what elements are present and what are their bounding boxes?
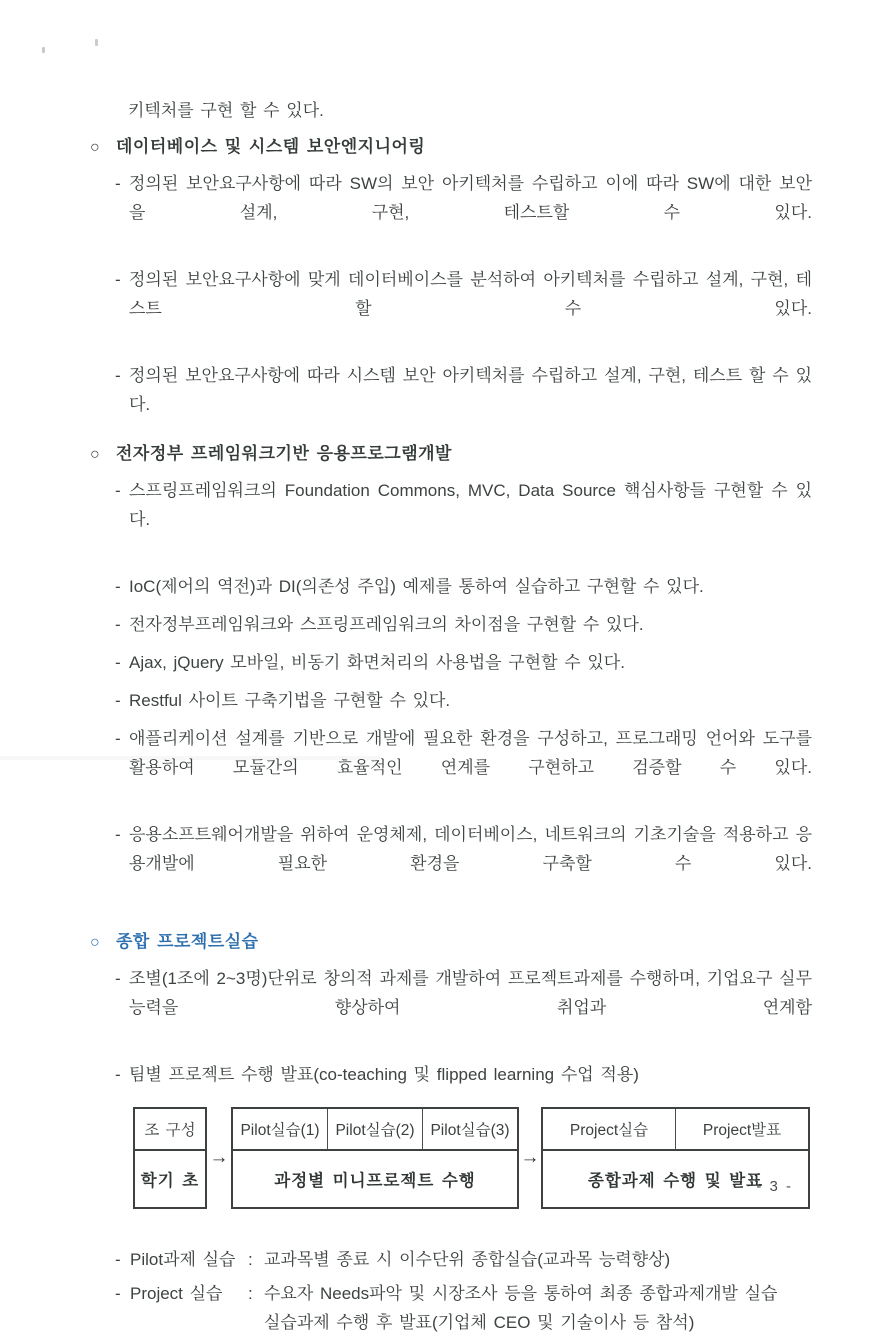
section-title: 전자정부 프레임워크기반 응용프로그램개발 xyxy=(116,444,452,463)
note-colon: : xyxy=(248,1250,253,1269)
diagram-stage-team-setup xyxy=(133,1107,207,1209)
note-body xyxy=(264,1245,812,1274)
bullet-dash: - xyxy=(115,825,121,844)
diagram-cell: Project발표 xyxy=(675,1109,808,1149)
bullet-list xyxy=(90,476,812,907)
section-heading xyxy=(90,439,812,469)
arrow-right-icon: → xyxy=(520,1147,540,1168)
diagram-cell-bold: 학기 초 xyxy=(140,1172,200,1190)
bullet-dash: - xyxy=(115,653,121,672)
bullet-dash: - xyxy=(115,691,121,710)
bullet-text: Ajax, jQuery 모바일, 비동기 화면처리의 사용법을 구현할 수 있다. xyxy=(129,653,625,672)
section-title: 종합 프로젝트실습 xyxy=(116,932,259,951)
note-label: Pilot과제 실습 xyxy=(130,1250,236,1269)
list-item xyxy=(115,265,812,352)
bullet-dash: - xyxy=(115,729,121,748)
bullet-list xyxy=(90,169,812,419)
diagram-cell-bold: 과정별 미니프로젝트 수행 xyxy=(274,1172,476,1190)
bullet-text: 애플리케이션 설계를 기반으로 개발에 필요한 환경을 구성하고, 프로그래밍 언어와 도구를 활용하여 모듈간의 효율적인 연계를 구현하고 검증할 수 있다. xyxy=(129,729,812,777)
section-database-security xyxy=(90,132,812,419)
section-circle-marker: ○ xyxy=(90,934,101,951)
bullet-text: IoC(제어의 역전)과 DI(의존성 주입) 예제를 통하여 실습하고 구현할 수 있다. xyxy=(129,577,704,596)
document-body xyxy=(90,0,812,1337)
note-line: 실습과제 수행 후 발표(기업체 CEO 및 기술이사 등 참석) xyxy=(264,1313,695,1332)
diagram-cell: 조 구성 xyxy=(144,1122,196,1139)
bullet-text: 전자정부프레임워크와 스프링프레임워크의 차이점을 구현할 수 있다. xyxy=(129,615,644,634)
section-circle-marker: ○ xyxy=(90,139,101,156)
note-pilot xyxy=(115,1245,812,1274)
bullet-list xyxy=(90,964,812,1089)
section-circle-marker: ○ xyxy=(90,446,101,463)
bullet-dash: - xyxy=(115,969,121,988)
process-flow-diagram xyxy=(133,1107,812,1209)
list-item xyxy=(115,648,812,677)
diagram-cell: Project실습 xyxy=(569,1122,649,1139)
bullet-text: 팀별 프로젝트 수행 발표(co-teaching 및 flipped learning 수업 적용) xyxy=(129,1065,639,1084)
list-item xyxy=(115,476,812,563)
bullet-dash: - xyxy=(115,1250,121,1269)
note-project xyxy=(115,1279,812,1337)
arrow-right-icon: → xyxy=(209,1147,229,1168)
diagram-stage-mini-project xyxy=(231,1107,519,1209)
list-item xyxy=(115,169,812,256)
note-label: Project 실습 xyxy=(130,1284,223,1303)
bullet-dash: - xyxy=(115,615,121,634)
section-title: 데이터베이스 및 시스템 보안엔지니어링 xyxy=(116,137,426,156)
bullet-text: 정의된 보안요구사항에 따라 SW의 보안 아키텍처를 수립하고 이에 따라 SW에 대한 보안을 설계, 구현, 테스트할 수 있다. xyxy=(129,174,812,222)
list-item xyxy=(115,1060,812,1089)
diagram-cell-bold: 종합과제 수행 및 발표 xyxy=(587,1172,764,1190)
list-item xyxy=(115,820,812,907)
bullet-dash: - xyxy=(115,1065,121,1084)
page-number: - 3 - xyxy=(756,1178,793,1195)
bullet-dash: - xyxy=(115,366,121,385)
bullet-text: 응용소프트웨어개발을 위하여 운영체제, 데이터베이스, 네트워크의 기초기술을 적용하고 응용개발에 필요한 환경을 구축할 수 있다. xyxy=(129,825,812,873)
diagram-cell: Pilot실습(3) xyxy=(422,1109,517,1149)
section-egov-framework xyxy=(90,439,812,907)
note-colon: : xyxy=(248,1284,253,1303)
diagram-cell: Pilot실습(2) xyxy=(327,1109,422,1149)
bullet-text: Restful 사이트 구축기법을 구현할 수 있다. xyxy=(129,691,451,710)
continuation-line: 키텍처를 구현 할 수 있다. xyxy=(128,101,324,120)
section-heading xyxy=(90,927,812,957)
diagram-cell: Pilot실습(1) xyxy=(240,1122,320,1139)
list-item xyxy=(115,964,812,1051)
note-line: 수요자 Needs파악 및 시장조사 등을 통하여 최종 종합과제개발 실습 xyxy=(264,1284,778,1303)
diagram-notes xyxy=(115,1245,812,1337)
bullet-dash: - xyxy=(115,1284,121,1303)
section-project-practice xyxy=(90,927,812,1337)
bullet-dash: - xyxy=(115,174,121,193)
bullet-dash: - xyxy=(115,577,121,596)
list-item xyxy=(115,610,812,639)
scan-artifact-speck xyxy=(42,47,45,53)
note-line: 교과목별 종료 시 이수단위 종합실습(교과목 능력향상) xyxy=(264,1250,671,1269)
bullet-dash: - xyxy=(115,270,121,289)
list-item xyxy=(115,572,812,601)
bullet-dash: - xyxy=(115,481,121,500)
bullet-text: 정의된 보안요구사항에 맞게 데이터베이스를 분석하여 아키텍처를 수립하고 설계, 구현, 테스트 할 수 있다. xyxy=(129,270,812,318)
bullet-text: 스프링프레임워크의 Foundation Commons, MVC, Data Source 핵심사항들 구현할 수 있다. xyxy=(129,481,812,529)
bullet-text: 조별(1조에 2~3명)단위로 창의적 과제를 개발하여 프로젝트과제를 수행하며, 기업요구 실무능력을 향상하여 취업과 연계함 xyxy=(129,969,812,1017)
list-item xyxy=(115,686,812,715)
list-item xyxy=(115,724,812,811)
section-heading xyxy=(90,132,812,162)
bullet-text: 정의된 보안요구사항에 따라 시스템 보안 아키텍처를 수립하고 설계, 구현, 테스트 할 수 있다. xyxy=(129,366,812,414)
note-body xyxy=(264,1279,812,1337)
list-item xyxy=(115,361,812,419)
